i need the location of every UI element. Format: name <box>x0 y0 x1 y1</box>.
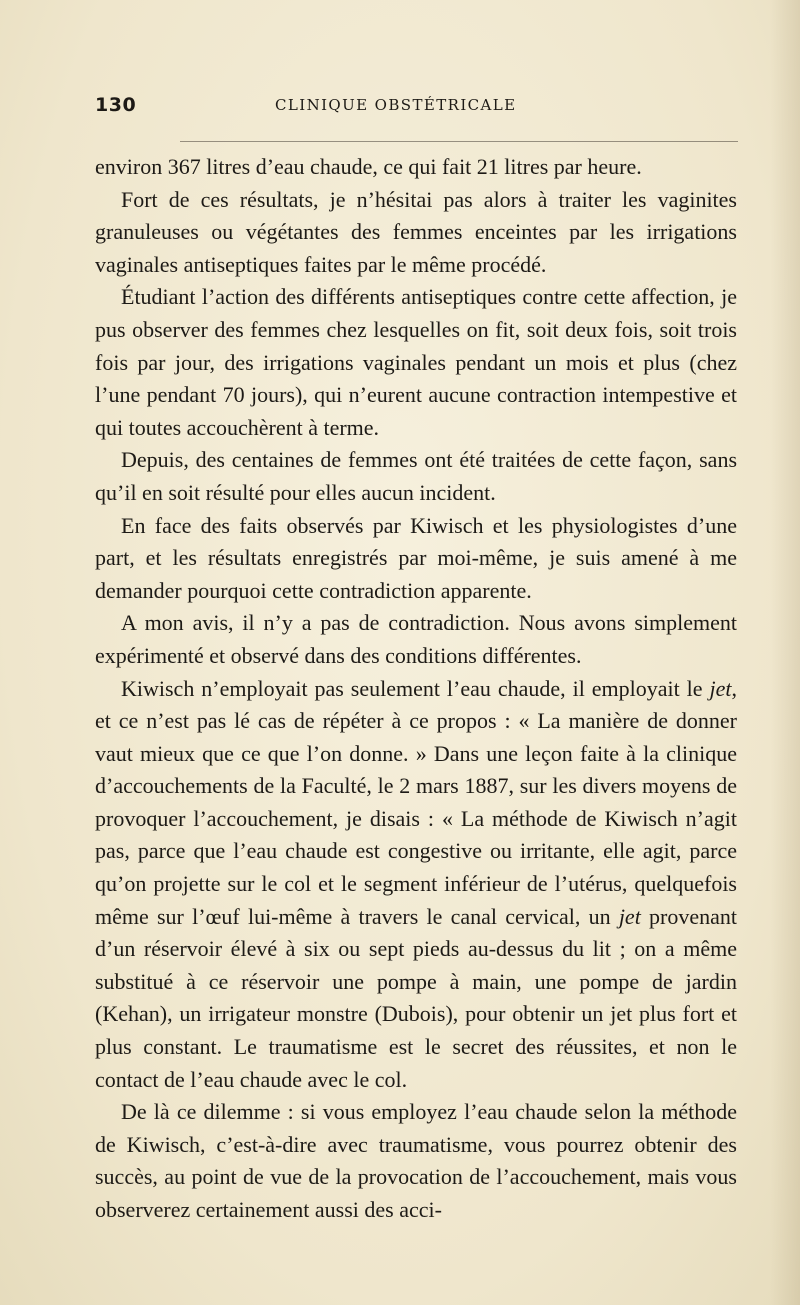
running-head <box>95 94 717 122</box>
paragraph: A mon avis, il n’y a pas de contradiction. Nous avons simplement expérimenté et observé dans des conditions différentes. <box>95 610 737 668</box>
page-number: 130 <box>95 94 137 116</box>
running-title: CLINIQUE OBSTÉTRICALE <box>275 96 517 114</box>
paragraph-kiwisch <box>95 673 737 1097</box>
body-text <box>95 151 737 1227</box>
italic-jet: jet <box>618 903 641 929</box>
paragraph: En face des faits observés par Kiwisch et les physiologistes d’une part, et les résultats enregistrés par moi-même, je suis amené à me demander pourquoi cette contradiction apparente. <box>95 512 737 603</box>
header-rule <box>180 141 738 142</box>
paragraph: Fort de ces résultats, je n’hésitai pas alors à traiter les vaginites granuleuses ou végétantes des femmes enceintes par les irrigations vaginales antiseptiques faites par le même procédé. <box>95 186 737 277</box>
paragraph: Depuis, des centaines de femmes ont été traitées de cette façon, sans qu’il en soit résulté pour elles aucun incident. <box>95 447 737 505</box>
text-run: , et ce n’est pas lé cas de répéter à ce propos : « La manière de donner vaut mieux que ce que l’on donne. » Dans une leçon faite à la clinique d’accouchements de la Faculté, le 2 mars 1887, sur les divers moyens de provoquer l’accouchement, je disais : « La méthode de Kiwisch n’agit pas, parce que l’eau chaude est congestive ou irritante, elle agit, parce qu’on projette sur le col et le segment inférieur de l’utérus, quelquefois même sur l’œuf lui-même à travers le canal cervical, un <box>95 675 737 929</box>
paragraph: Étudiant l’action des différents antiseptiques contre cette affection, je pus observer des femmes chez lesquelles on fit, soit deux fois, soit trois fois par jour, des irrigations vaginales pendant un mois et plus (chez l’une pendant 70 jours), qui n’eurent aucune contraction intempestive et qui toutes accouchèrent à terme. <box>95 284 737 440</box>
text-run: provenant d’un réservoir élevé à six ou sept pieds au-dessus du lit ; on a même substitué à ce réservoir une pompe à main, une pompe de jardin (Kehan), un irrigateur monstre (Dubois), pour obtenir un jet plus fort et plus constant. Le traumatisme est le secret des réussites, et non le contact de l’eau chaude avec le col. <box>95 903 737 1092</box>
paragraph: De là ce dilemme : si vous employez l’eau chaude selon la méthode de Kiwisch, c’est-à-dire avec traumatisme, vous pourrez obtenir des succès, au point de vue de la provocation de l’accouchement, mais vous observerez certainement aussi des acci- <box>95 1099 737 1222</box>
page-edge-shadow <box>770 0 800 1305</box>
italic-jet: jet <box>709 675 732 701</box>
paragraph-continued: environ 367 litres d’eau chaude, ce qui fait 21 litres par heure. <box>95 154 642 179</box>
text-run: Kiwisch n’employait pas seulement l’eau chaude, il employait le <box>121 675 710 701</box>
